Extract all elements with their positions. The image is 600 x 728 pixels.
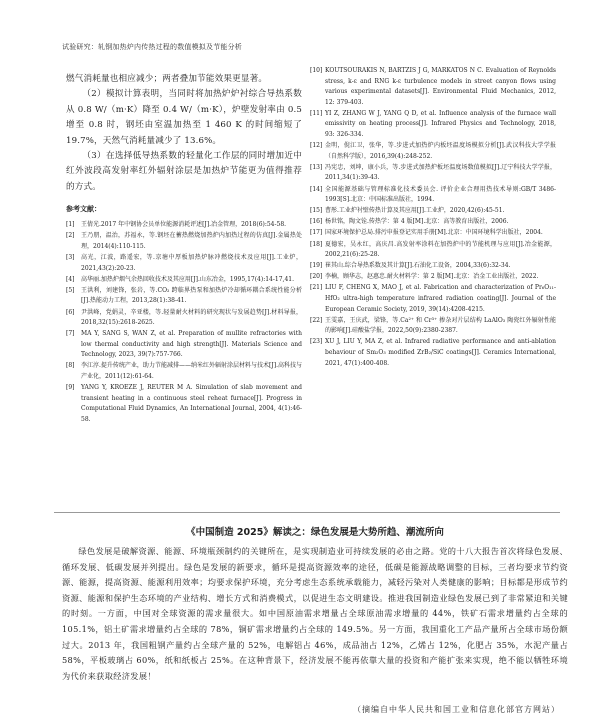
left-column: [66, 72, 302, 426]
reference-item: [66, 220, 302, 231]
reference-text: 王倩光.2017 年中钢协会员单位能源消耗评述[J].冶金管理，2018(6):54-58.: [81, 221, 287, 229]
reference-number: [5]: [66, 286, 75, 294]
reference-item: [310, 283, 556, 315]
reference-text: 国家环境保护总局.排污申报登记实用手册[M].北京：中国环境科学出版社，2004.: [325, 229, 543, 237]
right-column: [310, 66, 556, 370]
reference-item: [66, 231, 302, 252]
reference-text: MA Y, SANG S, WAN Z, et al. Preparation of mullite refractories with low thermal conductivity and high strength[J]. Materials Science and Technology, 2023, 39(7):757-766.: [81, 330, 302, 359]
reference-list: [66, 220, 302, 425]
reference-number: [8]: [66, 362, 75, 370]
reference-text: XU J, LIU Y, MA Z, et al. Infrared radiative performance and anti-ablation behaviour of Sm₂O₃ modified ZrB₂/SiC coatings[J]. Ceramics International, 2021, 47(1):400-408.: [325, 338, 556, 367]
reference-number: [16]: [310, 218, 323, 226]
reference-text: 王乃朋，温治，苏福永，等.钢坯在蓄热燃烧加热炉内加热过程的仿真[J].金属热处理，2014(4):110-115.: [81, 232, 302, 250]
reference-text: KOUTSOURAKIS N, BARTZIS J G, MARKATOS N C. Evaluation of Reynolds stress, k-ε and RNG k-ε turbulence models in street canyon flows using various experimental datasets[J]. Environmental Fluid Mechanics, 2012, 12: 379-403.: [325, 67, 556, 106]
reference-text: 崔其山.综合导热系数及其计算[J].石油化工设备，2004,33(6):32-34.: [325, 262, 511, 270]
section-title: 《中国制造 2025》解读之：绿色发展是大势所趋、潮流所向: [186, 527, 444, 538]
section-divider: [54, 512, 560, 513]
reference-number: [18]: [310, 240, 323, 248]
reference-number: [20]: [310, 273, 323, 281]
running-title: 试验研究：轧钢加热炉内传热过程的数值模拟及节能分析: [62, 43, 242, 51]
reference-number: [15]: [310, 207, 323, 215]
source-note: （摘编自中华人民共和国工业和信息化部官方网站）: [353, 705, 560, 714]
reference-text: 王雯嘉，王庆武，梁锋，等.Ca²⁺ 和 Cr³⁺ 掺杂对片层结构 LaAlO₃ 陶瓷红外辐射性能的影响[J].硅酸盐学报，2022,50(9):2380-2387.: [325, 316, 556, 335]
reference-number: [9]: [66, 384, 75, 392]
reference-number: [23]: [310, 338, 323, 346]
reference-number: [10]: [310, 67, 323, 74]
reference-number: [22]: [310, 316, 323, 324]
reference-number: [21]: [310, 284, 323, 292]
reference-number: [2]: [66, 232, 75, 240]
reference-number: [4]: [66, 275, 75, 283]
reference-item: [310, 316, 556, 337]
reference-text: YANG Y, KROEZE J, REUTER M A. Simulation of slab movement and transient heating in a continuous steel reheat furnace[J]. Progress in Computational Fluid Dynamics, An International Journal, 2004, 4(1):46-58.: [81, 384, 302, 423]
reference-item: [310, 185, 556, 206]
reference-text: YI Z, ZHANG W J, YANG Q D, et al. Influence analysis of the furnace wall emissivity on heating process[J]. Infrared Physics and Technology, 2018, 93: 326-334.: [325, 109, 556, 139]
reference-text: 金明，倪江卫，张华，等.步进式加热炉内板坯温度场模拟分析[J].武汉科技大学学报（自然科学版），2016,39(4):248-252.: [325, 142, 556, 160]
reference-number: [3]: [66, 254, 75, 262]
reference-text: 李江淳.提升传统产业，助力节能减排——纳米红外辐射涂层材料与技术[J].高科技与产业化，2011(12):61-64.: [81, 362, 302, 381]
reference-item: [310, 141, 556, 162]
section-body: 绿色发展是破解资源、能源、环境瓶颈制约的关键所在，是实现制造业可持续发展的必由之路。党的十八大报告首次将绿色发展、循环发展、低碳发展并列提出。绿色是发展的新要求，循环是提高资源效率的途径，低碳是能源战略调整的目标，三者均要求节约资源、能源，提高资源、能源利用效率；均要求保护环境，充分考虑生态系统承载能力，减轻污染对人类健康的影响；目标都是形成节约资源、能源和保护生态环境的产业结构、增长方式和消费模式，以促进生态文明建设。推进我国制造业绿色发展已到了非常紧迫和关键的时刻。一方面，中国对全球资源的需求量很大。如中国原油需求增量占全球原油需求增量的 44%，铁矿石需求增量约占全球的 105.1%，铝土矿需求增量约占全球的 78%，铜矿需求增量约占全球的 149.5%。另一方面，我国重化工产品产量所占全球市场份额过大。2013 年，我国粗钢产量约占全球产量的 52%，电解铝占 46%，成品油占 12%，乙烯占 12%，化肥占 35%，水泥产量占 58%，平板玻璃占 60%，纸和纸板占 25%。在这种背景下，经济发展不能再依靠大量的投资和产能扩张来实现，绝不能以牺牲环境为代价来获取经济发展！: [62, 546, 568, 681]
reference-text: LIU F, CHENG X, MAO J, et al. Fabrication and characterization of Pr₆O₁₁-HfO₂ ultra-high temperature infrared radiation coating[J]. Journal of the European Ceramic Society, 2019, 39(14):4208-4215.: [325, 284, 556, 313]
reference-number: [11]: [310, 109, 323, 117]
reference-number: [12]: [310, 142, 323, 150]
reference-item: [310, 337, 556, 369]
reference-text: 尹洪峰，党娟灵，辛亚楼，等.轻量耐火材料的研究现状与发展趋势[J].材料导报，2018,32(15):2618-2625.: [81, 308, 302, 327]
reference-number: [17]: [310, 229, 323, 237]
running-header: [62, 42, 582, 52]
reference-number: [13]: [310, 163, 323, 171]
reference-item: [310, 228, 556, 239]
references-heading: 参考文献：: [66, 204, 101, 214]
reference-text: 曹彤.工业炉衬壁传热计算及其应用[J].工业炉，2020,42(6):45-51.: [325, 207, 505, 215]
reference-text: 夏德宏，吴永红，高庆昌.高发射率涂料在加热炉中的节能机理与应用[J].冶金能源，2002,21(6):25-28.: [325, 240, 556, 259]
reference-item: [310, 66, 556, 108]
reference-item: [310, 240, 556, 261]
reference-item: [66, 383, 302, 425]
reference-item: [310, 272, 556, 283]
reference-item: [310, 206, 556, 217]
reference-item: [66, 253, 302, 274]
reference-text: 杨世铭，陶文铨.传热学：第 4 版[M].北京：高等教育出版社，2006.: [325, 218, 509, 226]
conclusion-paragraph: 燃气消耗量也相应减少；两者叠加节能效果更显著。: [66, 74, 268, 84]
conclusion-paragraph: （3）在选择低导热系数的轻量化工作层的同时增加近中红外波段高发射率红外辐射涂层是加热炉节能更为值得推荐的方式。: [66, 151, 302, 192]
reference-text: 冯宪忠，刘坤，康小兵，等.步进式加热炉板坯温度场数值模拟[J].辽宁科技大学学报，2011,34(1):39-43.: [325, 163, 556, 182]
reference-item: [66, 329, 302, 361]
reference-number: [14]: [310, 185, 323, 193]
reference-text: 李楠，顾华志，赵惠忠.耐火材料学：第 2 版[M].北京：冶金工业出版社，2022.: [325, 273, 539, 281]
reference-item: [310, 217, 556, 228]
reference-text: 王洪利，刘建锋，张岩，等.CO₂ 跨临界热泵和加热炉冷却循环耦合系统性能分析[J].热能动力工程，2013,28(1):38-41.: [81, 286, 302, 305]
reference-item: [66, 361, 302, 382]
reference-number: [7]: [66, 330, 75, 338]
reference-text: 全国能源基础与管理标准化技术委员会. 评价企业合理用热技术导则:GB/T 3486-1993[S].北京：中国标准出版社，1994.: [325, 185, 556, 204]
reference-item: [310, 163, 556, 184]
reference-list: [310, 66, 556, 369]
news-section: [62, 524, 568, 684]
reference-number: [19]: [310, 262, 323, 270]
reference-item: [310, 109, 556, 141]
conclusion-paragraph: （2）模拟计算表明，当同时将加热炉炉衬综合导热系数从 0.8 W/（m·K）降至 0.4 W/（m·K），炉壁发射率由 0.5 增至 0.8 时，钢坯由室温加热至 1 460 K 的时间缩短了 19.7%，天然气消耗量减少了 13.6%。: [66, 89, 302, 146]
reference-item: [310, 261, 556, 272]
reference-text: 高华丽.加热炉烟气余热回收技术及其应用[J].山东冶金，1995,17(4):14-17,41.: [81, 275, 294, 283]
reference-item: [66, 308, 302, 329]
reference-number: [6]: [66, 308, 75, 316]
reference-number: [1]: [66, 221, 75, 229]
reference-item: [66, 275, 302, 286]
reference-item: [66, 286, 302, 307]
reference-text: 高光，江波，路遥宏，等.京塘中厚板加热炉脉冲燃烧技术及应用[J].工业炉，2021,43(2):20-23.: [81, 254, 302, 272]
